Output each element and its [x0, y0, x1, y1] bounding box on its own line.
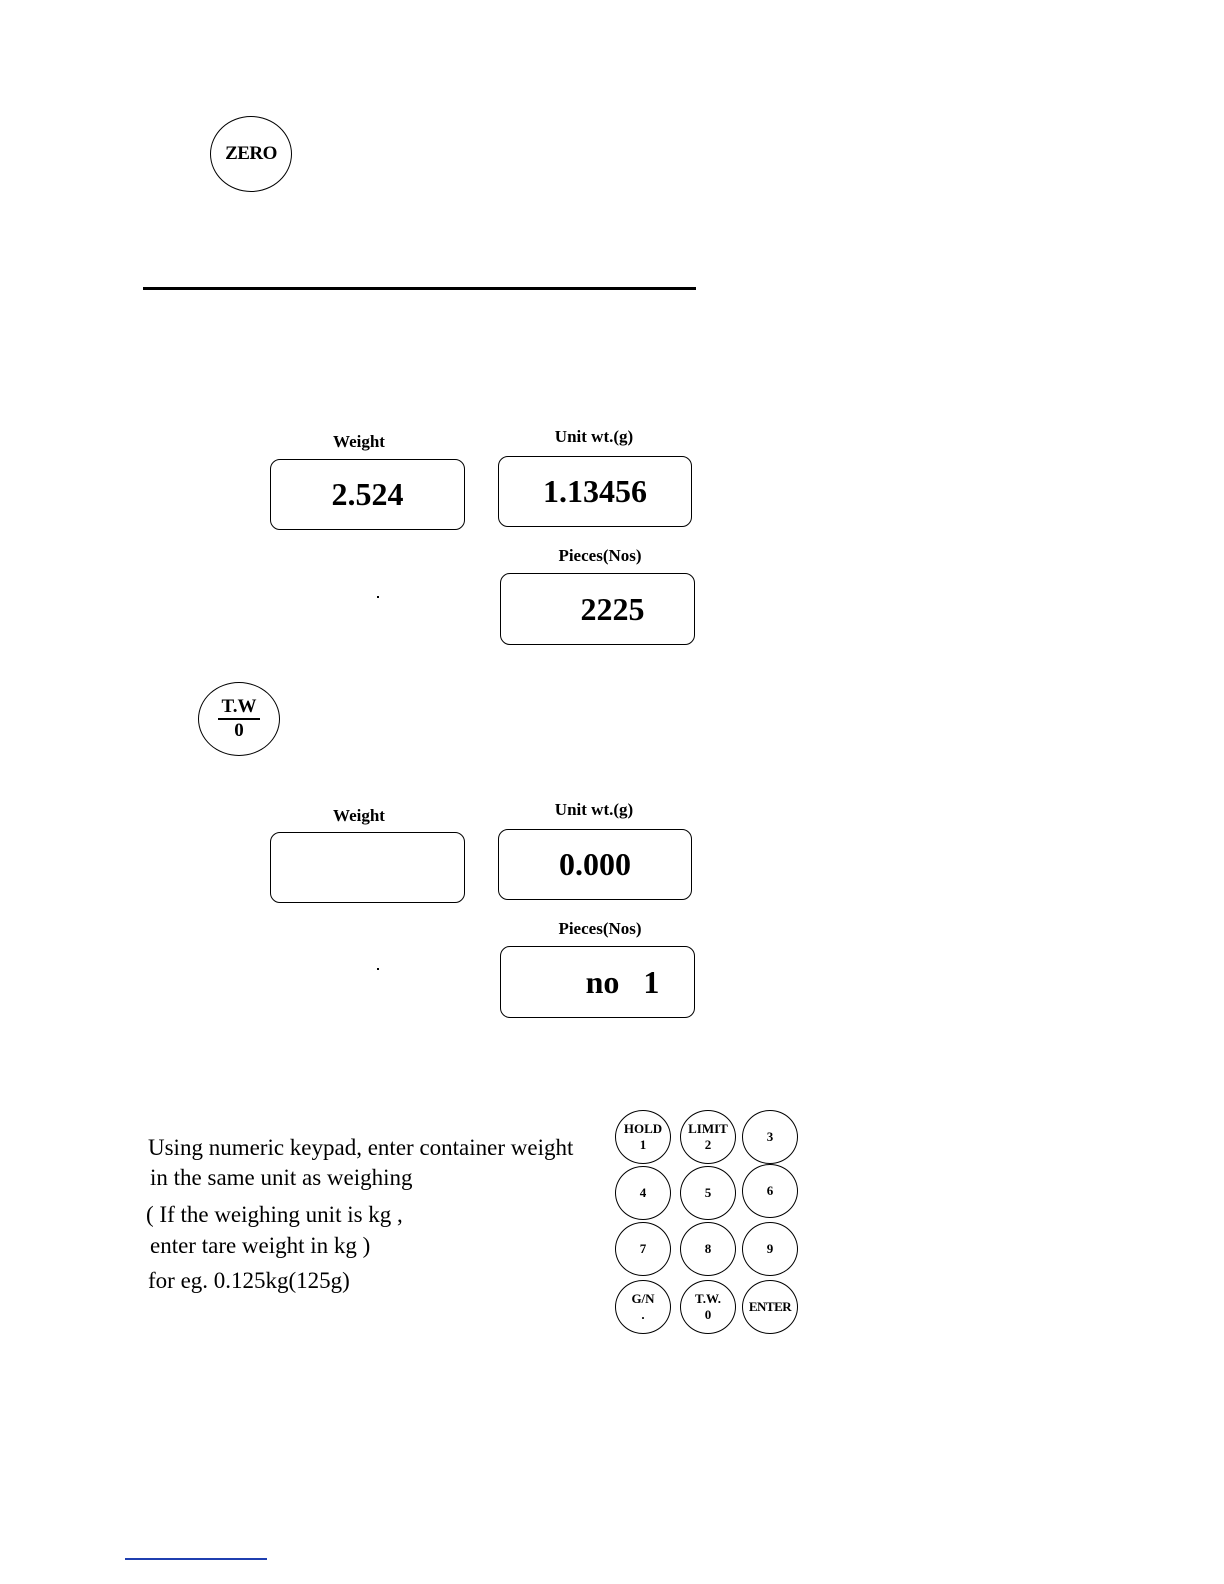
- unitwt-display-2: [498, 829, 692, 900]
- keypad-limit-2-key[interactable]: [680, 1110, 736, 1164]
- keypad-enter-label: ENTER: [748, 1299, 792, 1314]
- pieces-display-2: [500, 946, 695, 1018]
- keypad-0-label: 0: [704, 1307, 712, 1322]
- tare-weight-key[interactable]: [198, 682, 280, 756]
- unitwt-value-2: 0.000: [559, 846, 631, 882]
- instruction-line-4: enter tare weight in kg ): [150, 1233, 371, 1258]
- stray-dot-2: [377, 968, 379, 970]
- keypad-dot-label: .: [641, 1307, 645, 1322]
- section-divider: [143, 287, 696, 290]
- keypad-5-key[interactable]: [680, 1166, 736, 1220]
- unitwt-value-1: 1.13456: [543, 473, 647, 509]
- unitwt-label-1: Unit wt.(g): [554, 427, 634, 446]
- keypad-limit-digit: 2: [704, 1137, 712, 1152]
- weight-label-1: Weight: [333, 432, 385, 451]
- keypad-6-label: 6: [766, 1183, 774, 1198]
- zero-key-label: ZERO: [225, 143, 277, 164]
- keypad-3-key[interactable]: [742, 1110, 798, 1164]
- keypad-9-label: 9: [766, 1241, 774, 1256]
- unitwt-label-2: Unit wt.(g): [554, 800, 634, 819]
- keypad-gn-dot-key[interactable]: [615, 1280, 671, 1334]
- keypad-8-label: 8: [704, 1241, 712, 1256]
- keypad-hold-digit: 1: [639, 1137, 647, 1152]
- pieces-value-2: no 1: [585, 963, 660, 1000]
- pieces-display-1: [500, 573, 695, 645]
- weight-display-2: [270, 832, 465, 903]
- keypad-8-key[interactable]: [680, 1222, 736, 1276]
- pieces-label-1: Pieces(Nos): [558, 546, 642, 565]
- weight-value-1: 2.524: [331, 476, 404, 512]
- instruction-line-1: Using numeric keypad, enter container weight: [148, 1135, 574, 1160]
- unitwt-display-1: [498, 456, 692, 527]
- zero-key[interactable]: [210, 116, 292, 192]
- tare-weight-key-bottom: 0: [234, 719, 244, 741]
- keypad-6-key[interactable]: [742, 1164, 798, 1218]
- footer-underline: [125, 1558, 267, 1560]
- pieces-label-2: Pieces(Nos): [558, 919, 642, 938]
- keypad-7-key[interactable]: [615, 1222, 671, 1276]
- keypad-5-label: 5: [704, 1185, 712, 1200]
- keypad-hold-1-key[interactable]: [615, 1110, 671, 1164]
- weight-display-1: [270, 459, 465, 530]
- weight-label-2: Weight: [333, 806, 385, 825]
- keypad-enter-key[interactable]: [742, 1280, 798, 1334]
- keypad-4-key[interactable]: [615, 1166, 671, 1220]
- keypad-hold-label: HOLD: [623, 1121, 663, 1136]
- keypad-7-label: 7: [639, 1241, 647, 1256]
- keypad-gn-label: G/N: [631, 1291, 655, 1306]
- stray-dot-1: [377, 596, 379, 598]
- keypad-3-label: 3: [766, 1129, 774, 1144]
- keypad-4-label: 4: [639, 1185, 647, 1200]
- keypad-9-key[interactable]: [742, 1222, 798, 1276]
- keypad-tw-label: T.W.: [694, 1291, 721, 1306]
- instruction-line-5: for eg. 0.125kg(125g): [148, 1268, 350, 1293]
- keypad-tw-0-key[interactable]: [680, 1280, 736, 1334]
- tare-weight-key-top: T.W: [218, 697, 259, 720]
- keypad-limit-label: LIMIT: [688, 1121, 728, 1136]
- instruction-line-2: in the same unit as weighing: [150, 1165, 413, 1190]
- pieces-value-1: 2225: [580, 590, 645, 627]
- instruction-line-3: ( If the weighing unit is kg ,: [146, 1202, 403, 1227]
